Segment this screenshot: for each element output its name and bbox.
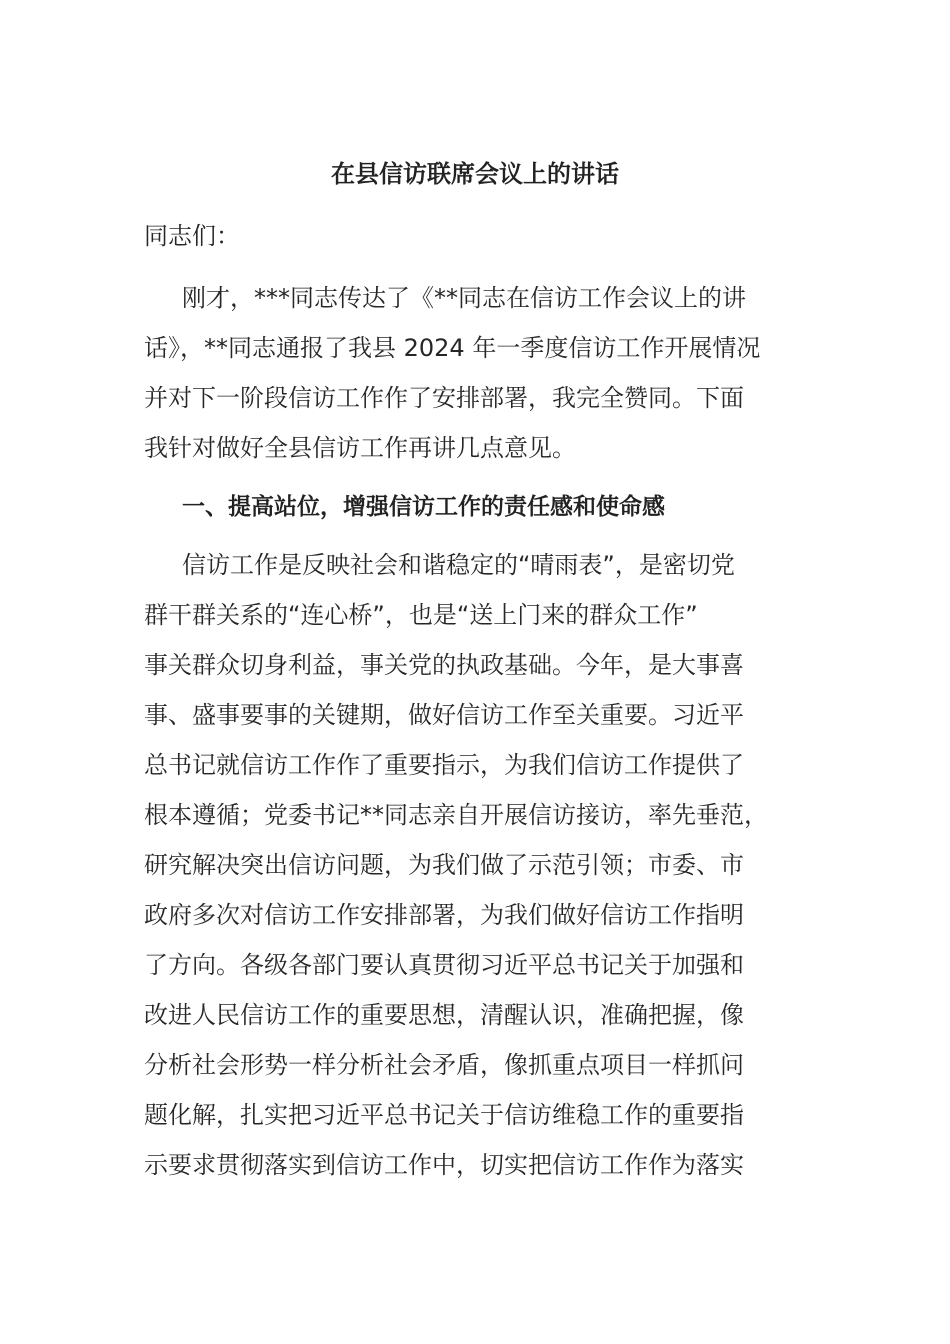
paragraph-line: 了方向。各级各部门要认真贯彻习近平总书记关于加强和 bbox=[144, 951, 744, 979]
paragraph-line: 我针对做好全县信访工作再讲几点意见。 bbox=[144, 434, 576, 462]
document-body bbox=[144, 216, 824, 1190]
salutation: 同志们： bbox=[144, 222, 240, 250]
paragraph-line: 事关群众切身利益，事关党的执政基础。今年，是大事喜 bbox=[144, 651, 744, 679]
paragraph-line: 示要求贯彻落实到信访工作中，切实把信访工作作为落实 bbox=[144, 1151, 744, 1179]
paragraph-line: 并对下一阶段信访工作作了安排部署，我完全赞同。下面 bbox=[144, 384, 744, 412]
document-title: 在县信访联席会议上的讲话 bbox=[331, 160, 619, 188]
paragraph-line: 总书记就信访工作作了重要指示，为我们信访工作提供了 bbox=[144, 751, 744, 779]
paragraph-line: 群干群关系的“连心桥”，也是“送上门来的群众工作” bbox=[144, 601, 698, 629]
paragraph-line: 话》，**同志通报了我县 2024 年一季度信访工作开展情况 bbox=[144, 334, 761, 362]
paragraph-line: 根本遵循；党委书记**同志亲自开展信访接访，率先垂范， bbox=[144, 801, 768, 829]
paragraph-line: 刚才，***同志传达了《**同志在信访工作会议上的讲 bbox=[182, 284, 746, 312]
paragraph-line: 事、盛事要事的关键期，做好信访工作至关重要。习近平 bbox=[144, 701, 744, 729]
paragraph-line: 信访工作是反映社会和谐稳定的“晴雨表”，是密切党 bbox=[182, 551, 735, 579]
paragraph-line: 题化解，扎实把习近平总书记关于信访维稳工作的重要指 bbox=[144, 1101, 744, 1129]
paragraph-line: 研究解决突出信访问题，为我们做了示范引领；市委、市 bbox=[144, 851, 744, 879]
paragraph-section-1 bbox=[144, 540, 824, 1190]
paragraph-intro bbox=[144, 273, 824, 473]
paragraph-line: 分析社会形势一样分析社会矛盾，像抓重点项目一样抓问 bbox=[144, 1051, 744, 1079]
paragraph-line: 政府多次对信访工作安排部署，为我们做好信访工作指明 bbox=[144, 901, 744, 929]
section-heading: 一、提高站位，增强信访工作的责任感和使命感 bbox=[182, 494, 665, 520]
paragraph-line: 改进人民信访工作的重要思想，清醒认识，准确把握，像 bbox=[144, 1001, 744, 1029]
